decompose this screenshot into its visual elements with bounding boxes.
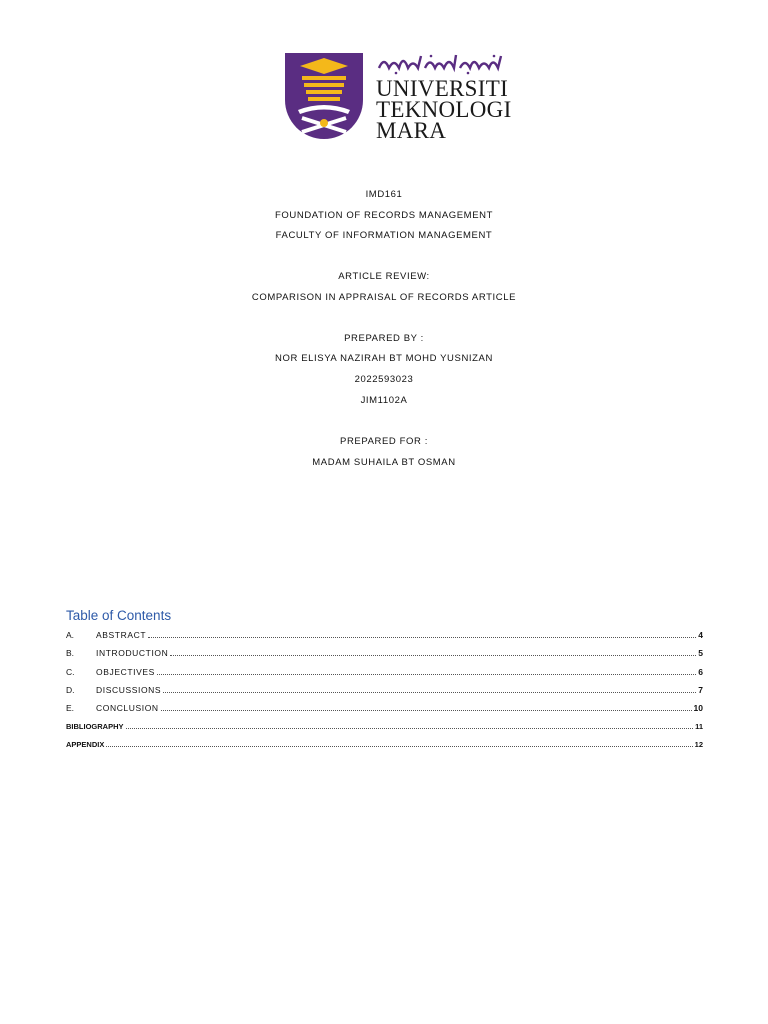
toc-letter: A. xyxy=(66,630,75,640)
toc-label: DISCUSSIONS xyxy=(96,685,162,695)
toc-entry-abstract[interactable] xyxy=(66,628,703,640)
group-code: JIM1102A xyxy=(360,395,408,406)
toc-letter: B. xyxy=(66,648,75,658)
toc-leader xyxy=(106,746,692,747)
course-code: IMD161 xyxy=(365,189,403,200)
toc-letter: D. xyxy=(66,685,75,695)
toc-entry-appendix[interactable] xyxy=(66,737,703,749)
logo-text-mara: MARA xyxy=(376,118,447,143)
toc-title: Table of Contents xyxy=(66,608,172,623)
jawi-script-logo xyxy=(376,52,516,76)
toc-leader xyxy=(126,728,694,729)
toc-leader xyxy=(148,637,696,638)
toc-label: APPENDIX xyxy=(66,740,105,749)
toc-page: 4 xyxy=(698,630,703,640)
toc-leader xyxy=(170,655,696,656)
toc-page: 11 xyxy=(695,722,703,731)
toc-page: 5 xyxy=(698,648,703,658)
student-name: NOR ELISYA NAZIRAH BT MOHD YUSNIZAN xyxy=(275,353,493,364)
university-logo xyxy=(284,50,524,145)
toc-label: ABSTRACT xyxy=(96,630,147,640)
uitm-crest-icon xyxy=(284,52,364,142)
toc-label: CONCLUSION xyxy=(96,703,159,713)
toc-entry-bibliography[interactable] xyxy=(66,719,703,731)
toc-entry-objectives[interactable] xyxy=(66,665,703,677)
toc-leader xyxy=(157,674,696,675)
toc-entry-conclusion[interactable] xyxy=(66,701,703,713)
assignment-title: COMPARISON IN APPRAISAL OF RECORDS ARTICLE xyxy=(251,292,517,303)
logo-text-universiti: UNIVERSITI xyxy=(376,76,509,101)
toc-label: OBJECTIVES xyxy=(96,667,155,677)
toc-entry-discussions[interactable] xyxy=(66,683,703,695)
faculty-name: FACULTY OF INFORMATION MANAGEMENT xyxy=(275,230,493,241)
toc-page: 6 xyxy=(698,667,703,677)
toc-page: 12 xyxy=(694,740,703,749)
toc-leader xyxy=(161,710,692,711)
toc-leader xyxy=(163,692,696,693)
course-name: FOUNDATION OF RECORDS MANAGEMENT xyxy=(275,210,493,221)
toc-label: BIBLIOGRAPHY xyxy=(66,722,124,731)
toc-letter: E. xyxy=(66,703,75,713)
prepared-by-label: PREPARED BY : xyxy=(344,333,424,344)
toc-entry-introduction[interactable] xyxy=(66,646,703,658)
toc-letter: C. xyxy=(66,667,75,677)
prepared-for-label: PREPARED FOR : xyxy=(340,436,428,447)
toc-page: 7 xyxy=(698,685,703,695)
toc-page: 10 xyxy=(693,703,703,713)
student-id: 2022593023 xyxy=(354,374,414,385)
toc-label: INTRODUCTION xyxy=(96,648,169,658)
assignment-type: ARTICLE REVIEW: xyxy=(338,271,430,282)
lecturer-name: MADAM SUHAILA BT OSMAN xyxy=(312,457,456,468)
logo-text-teknologi: TEKNOLOGI xyxy=(376,97,512,122)
